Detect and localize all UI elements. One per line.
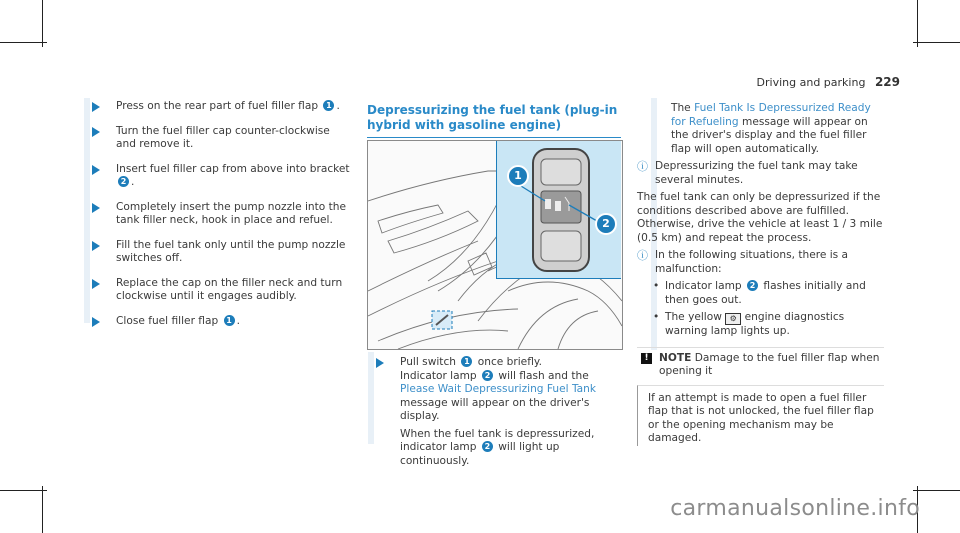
callout-2-icon: 2	[482, 441, 493, 452]
page-header	[757, 75, 900, 89]
crop-mark	[42, 486, 43, 533]
callout-2-icon: 2	[118, 176, 129, 187]
conditions-paragraph: The fuel tank can only be depressurized if the conditions described above are fulfilled. Otherwise, drive the vehicle at least 1 / 3 mile (0.5 km) and repeat the process.	[637, 191, 883, 244]
left-column	[82, 100, 352, 339]
refueling-message-text: The Fuel Tank Is Depressurized Ready for Refueling message will appear on the driver's display and the fuel filler flap will open automatically.	[671, 102, 871, 155]
arrow-icon	[92, 102, 100, 112]
step-pull-switch: Pull switch 1 once briefly.	[366, 356, 626, 370]
callout-2-icon: 2	[482, 370, 493, 381]
bullet-icon: •	[653, 280, 660, 292]
note-box	[637, 347, 884, 446]
engine-icon: ⚙	[725, 313, 741, 325]
arrow-icon	[92, 127, 100, 137]
info-icon: ⓘ	[637, 249, 648, 262]
crop-mark	[0, 42, 47, 43]
arrow-icon	[92, 241, 100, 251]
arrow-icon	[92, 165, 100, 175]
list-item: • The yellow ⚙ engine diagnostics warning lamp lights up.	[653, 311, 845, 337]
info-note: ⓘ Depressurizing the fuel tank may take several minutes.	[637, 160, 858, 186]
callout-1-icon: 1	[323, 100, 334, 111]
info-note: ⓘ In the following situations, there is a malfunction:	[637, 249, 849, 275]
note-body: If an attempt is made to open a fuel filler flap that is not unlocked, the fuel filler flap or the opening mechanism may be damaged.	[637, 385, 884, 446]
callout-1-icon: 1	[461, 356, 472, 367]
step-replace-cap: Replace the cap on the filler neck and turn clockwise until it engages audibly.	[82, 277, 352, 304]
warning-icon: !	[641, 353, 652, 364]
crop-mark	[913, 42, 960, 43]
crop-mark	[42, 0, 43, 47]
note-header: ! NOTE Damage to the fuel filler flap when opening it	[637, 347, 884, 379]
watermark: carmanualsonline.info	[670, 496, 920, 521]
info-icon: ⓘ	[637, 160, 648, 173]
list-item: • Indicator lamp 2 flashes initially and then goes out.	[653, 280, 866, 306]
step-press-flap: Press on the rear part of fuel filler flap 1 .	[82, 100, 352, 114]
step-remove-cap: Turn the fuel filler cap counter-clockwise and remove it.	[82, 125, 352, 152]
arrow-icon	[376, 358, 384, 368]
switch-icon	[497, 141, 621, 278]
callout-1-icon: 1	[224, 315, 235, 326]
crop-mark	[0, 490, 47, 491]
note-label: NOTE	[659, 351, 692, 364]
indicator-lamp-text: Indicator lamp 2 will flash and the Please Wait Depressurizing Fuel Tank message will appear on the driver's display.	[400, 369, 597, 422]
section-heading: Depressurizing the fuel tank (plug-in hybrid with gasoline engine)	[367, 103, 618, 132]
callout-2-icon: 2	[595, 213, 617, 235]
step-insert-nozzle: Completely insert the pump nozzle into the tank filler neck, hook in place and refuel.	[82, 201, 352, 228]
middle-steps	[366, 356, 626, 472]
step-insert-cap: Insert fuel filler cap from above into bracket 2 .	[82, 163, 352, 190]
step-close-flap: Close fuel filler flap 1 .	[82, 315, 352, 329]
illustration	[367, 140, 623, 350]
arrow-icon	[92, 317, 100, 327]
depressurized-text: When the fuel tank is depressurized, indicator lamp 2 will light up continuously.	[400, 427, 595, 467]
right-column	[637, 102, 884, 446]
display-message: Fuel Tank Is Depressurized Ready for Refueling	[671, 102, 871, 128]
bullet-icon: •	[653, 311, 660, 323]
arrow-icon	[92, 279, 100, 289]
arrow-icon	[92, 203, 100, 213]
callout-1-icon: 1	[507, 165, 529, 187]
crop-mark	[913, 490, 960, 491]
section-title: Driving and parking	[756, 76, 866, 89]
switch-detail-inset	[496, 141, 621, 279]
step-fill-tank: Fill the fuel tank only until the pump nozzle switches off.	[82, 239, 352, 266]
middle-column	[367, 103, 621, 138]
page-number: 229	[874, 75, 900, 89]
callout-2-icon: 2	[747, 280, 758, 291]
heading-rule	[367, 137, 621, 138]
display-message: Please Wait Depressurizing Fuel Tank	[400, 383, 597, 395]
crop-mark	[917, 0, 918, 47]
